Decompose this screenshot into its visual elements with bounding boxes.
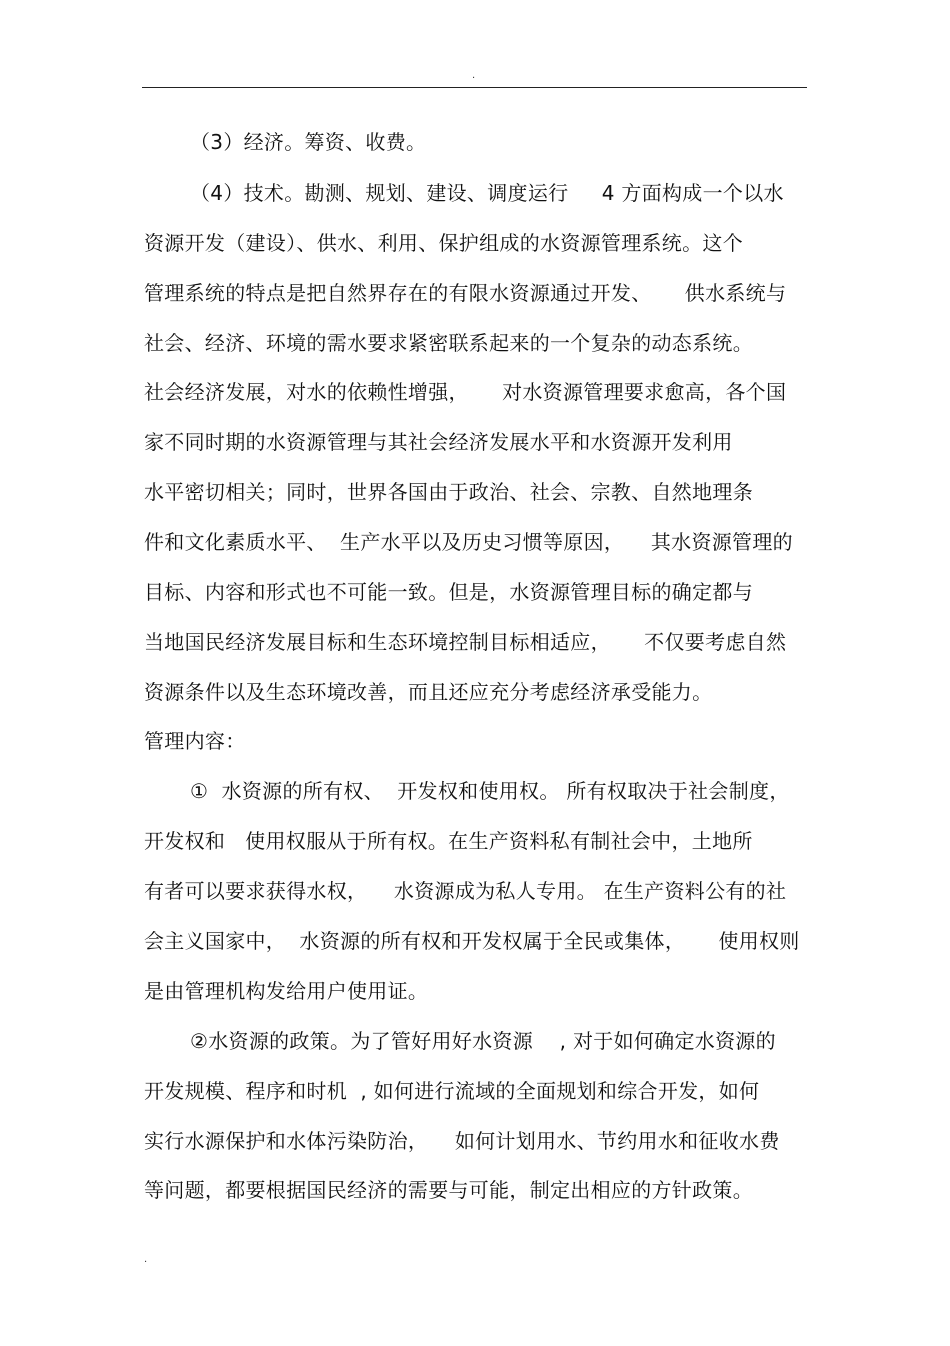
footer-mark: .	[144, 1254, 148, 1265]
text-line: 社会经济发展，对水的依赖性增强， 对水资源管理要求愈高，各个国	[144, 380, 787, 404]
text-line: 开发权和 使用权服从于所有权。在生产资料私有制社会中，土地所	[144, 829, 753, 853]
text-line: 实行水源保护和水体污染防治， 如何计划用水、节约用水和征收水费	[144, 1129, 780, 1153]
text-line: 社会、经济、环境的需水要求紧密联系起来的一个复杂的动态系统。	[144, 331, 753, 355]
text-line: 件和文化素质水平、 生产水平以及历史习惯等原因， 其水资源管理的	[144, 530, 793, 554]
text-line: （4）技术。勘测、规划、建设、调度运行 4 方面构成一个以水	[190, 181, 784, 205]
text-line: 等问题，都要根据国民经济的需要与可能，制定出相应的方针政策。	[144, 1178, 753, 1202]
text-line: 开发规模、程序和时机 , 如何进行流域的全面规划和综合开发，如何	[144, 1079, 760, 1103]
text-line: 有者可以要求获得水权， 水资源成为私人专用。 在生产资料公有的社	[144, 879, 787, 903]
text-line: 管理系统的特点是把自然界存在的有限水资源通过开发、 供水系统与	[144, 281, 787, 305]
text-line: 家不同时期的水资源管理与其社会经济发展水平和水资源开发利用	[144, 430, 733, 454]
text-line: 当地国民经济发展目标和生态环境控制目标相适应， 不仅要考虑自然	[144, 630, 787, 654]
text-line: 水平密切相关；同时，世界各国由于政治、社会、宗教、自然地理条	[144, 480, 753, 504]
text-line: 目标、内容和形式也不可能一致。但是，水资源管理目标的确定都与	[144, 580, 753, 604]
section-heading: 管理内容：	[144, 729, 246, 753]
header-rule	[142, 87, 807, 88]
text-line: （3）经济。筹资、收费。	[190, 130, 427, 154]
text-line: 资源开发（建设）、供水、利用、保护组成的水资源管理系统。这个	[144, 231, 743, 255]
text-line: ① 水资源的所有权、 开发权和使用权。 所有权取决于社会制度，	[190, 779, 790, 803]
header-mark: .	[472, 70, 476, 81]
text-line: ②水资源的政策。为了管好用好水资源 , 对于如何确定水资源的	[190, 1029, 776, 1053]
text-line: 会主义国家中， 水资源的所有权和开发权属于全民或集体， 使用权则	[144, 929, 800, 953]
text-line: 是由管理机构发给用户使用证。	[144, 979, 429, 1003]
text-line: 资源条件以及生态环境改善，而且还应充分考虑经济承受能力。	[144, 680, 713, 704]
